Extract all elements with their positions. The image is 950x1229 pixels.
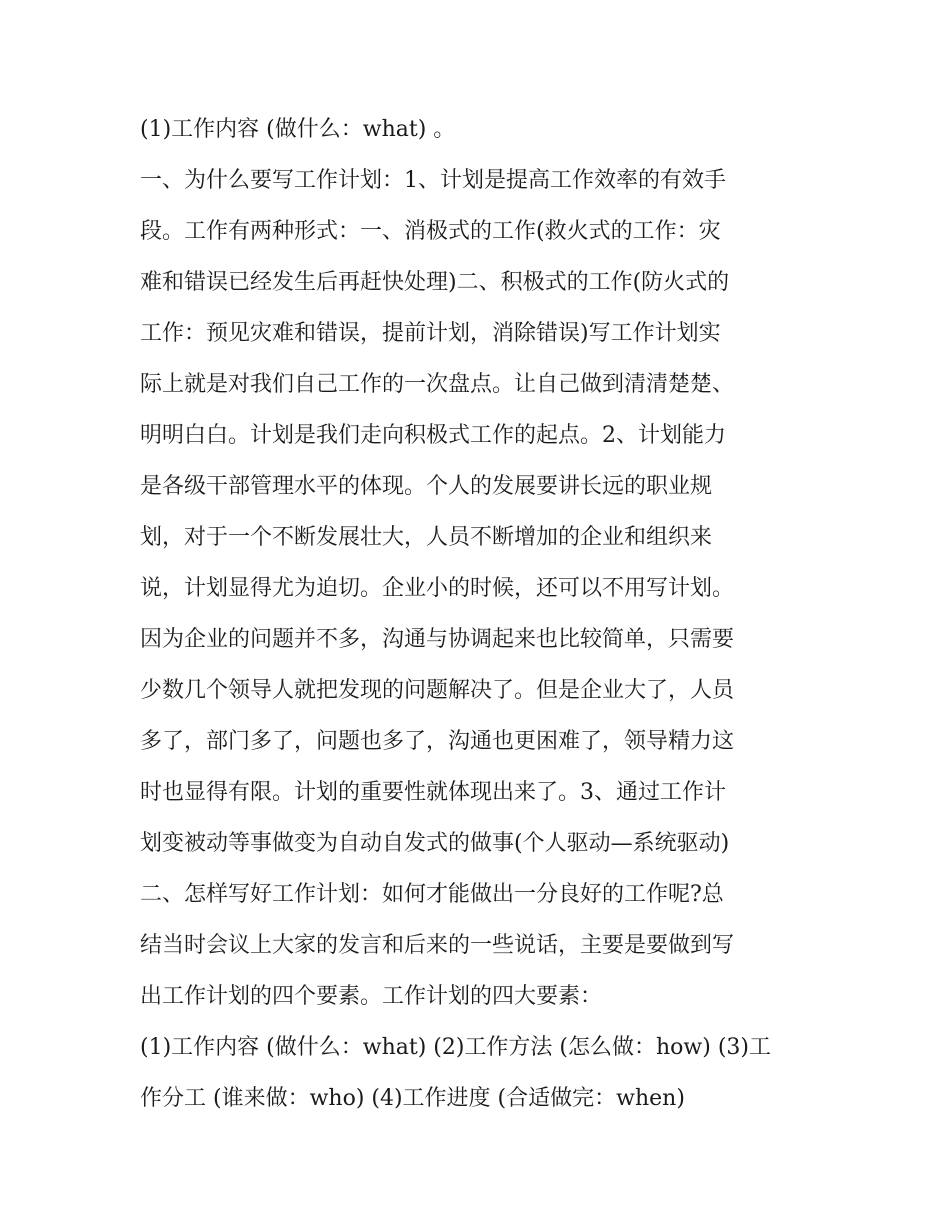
text-line: 一、为什么要写工作计划：1、计划是提高工作效率的有效手 xyxy=(140,168,726,193)
text-line: 际上就是对我们自己工作的一次盘点。让自己做到清清楚楚、 xyxy=(140,372,735,397)
text-line: 工作：预见灾难和错误，提前计划，消除错误)写工作计划实 xyxy=(140,321,721,346)
text-line: 因为企业的问题并不多，沟通与协调起来也比较简单，只需要 xyxy=(140,627,735,652)
text-line: 划变被动等事做变为自动自发式的做事(个人驱动—系统驱动) xyxy=(140,831,730,856)
text-line: 二、怎样写好工作计划：如何才能做出一分良好的工作呢?总 xyxy=(140,882,724,907)
text-line: 多了，部门多了，问题也多了，沟通也更困难了，领导精力这 xyxy=(140,729,735,754)
text-line: 是各级干部管理水平的体现。个人的发展要讲长远的职业规 xyxy=(140,474,713,499)
text-line: 段。工作有两种形式：一、消极式的工作(救火式的工作：灾 xyxy=(140,219,721,244)
text-line: 划，对于一个不断发展壮大，人员不断增加的企业和组织来 xyxy=(140,525,713,550)
text-line: 少数几个领导人就把发现的问题解决了。但是企业大了，人员 xyxy=(140,678,735,703)
text-line: 时也显得有限。计划的重要性就体现出来了。3、通过工作计 xyxy=(140,780,726,805)
text-line: 作分工 (谁来做：who) (4)工作进度 (合适做完：when) xyxy=(140,1086,685,1111)
document-body xyxy=(140,108,820,1128)
text-line: 出工作计划的四个要素。工作计划的四大要素： xyxy=(140,984,603,1009)
text-line: 结当时会议上大家的发言和后来的一些说话，主要是要做到写 xyxy=(140,933,735,958)
text-line: (1)工作内容 (做什么：what) 。 xyxy=(140,117,456,142)
text-line: 说，计划显得尤为迫切。企业小的时候，还可以不用写计划。 xyxy=(140,576,735,601)
text-line: 难和错误已经发生后再赶快处理)二、积极式的工作(防火式的 xyxy=(140,270,730,295)
text-line: 明明白白。计划是我们走向积极式工作的起点。2、计划能力 xyxy=(140,423,726,448)
text-line: (1)工作内容 (做什么：what) (2)工作方法 (怎么做：how) (3)工 xyxy=(140,1035,771,1060)
